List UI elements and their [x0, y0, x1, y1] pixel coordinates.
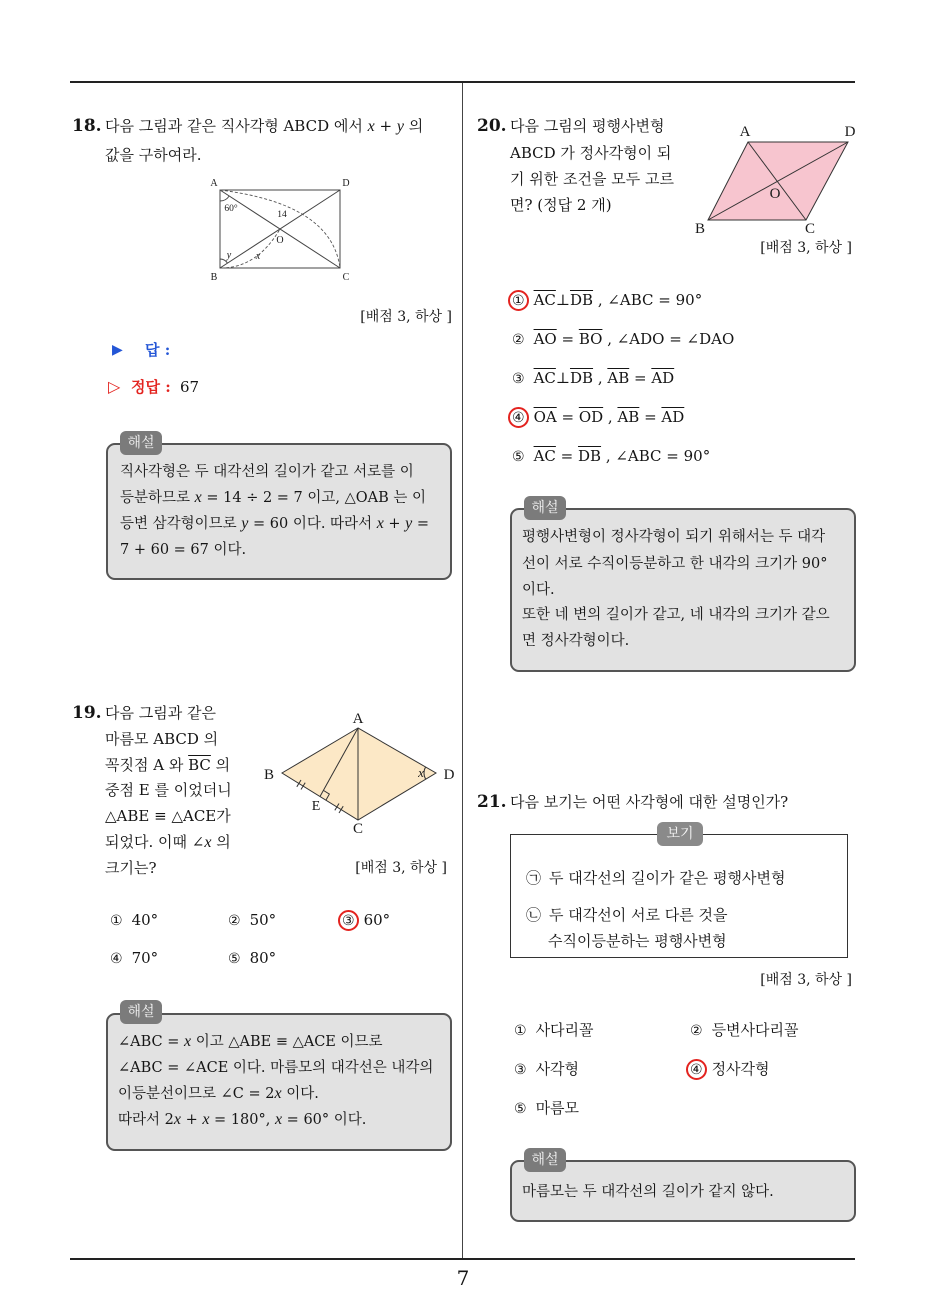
answer-choice: [110, 909, 158, 932]
choice-number: ③: [342, 910, 355, 932]
answer-choice: [110, 947, 158, 970]
choice-number: ⑤: [228, 951, 241, 967]
vertex-label-c: C: [342, 272, 350, 283]
explanation-line: 이다.: [522, 582, 555, 598]
explanation-line: [120, 487, 426, 509]
text-run: ⊥: [555, 291, 570, 309]
length-label: 14: [277, 210, 287, 220]
choice-number: ②: [690, 1023, 703, 1039]
text-run: ⊥: [555, 369, 570, 387]
choice-number: ④: [110, 951, 123, 967]
answer-choice: [512, 445, 710, 468]
text-run: △ABE ≡ △ACE가: [105, 807, 231, 825]
text-run: 등분하므로: [120, 490, 195, 506]
explanation-line: [118, 1057, 433, 1079]
answer-choice: [514, 1097, 579, 1120]
center-label-o: O: [769, 186, 781, 202]
vertex-label-b: B: [694, 221, 706, 237]
choice-text: 마름모: [535, 1099, 580, 1117]
answer-choice: [342, 909, 390, 932]
math-variable: x: [202, 1111, 210, 1128]
choice-text: [534, 369, 675, 387]
text-run: = 180°,: [209, 1112, 275, 1128]
page-number: 7: [456, 1266, 470, 1290]
problem-number: 20.: [477, 116, 507, 136]
text-run: +: [180, 1112, 203, 1128]
bogi-marker: ㉠: [526, 869, 542, 887]
math-variable: x: [173, 1111, 181, 1128]
bottom-rule: [70, 1258, 855, 1260]
explanation-line: [120, 513, 429, 535]
segment-name: $\overline{AC}$: [533, 291, 556, 309]
variable-label-x: x: [255, 251, 261, 262]
bogi-tab: 보기: [657, 822, 703, 846]
choice-text: [534, 447, 711, 465]
text-run: ,: [603, 408, 618, 426]
text-run: =: [555, 447, 578, 465]
segment-name: $\overline{AD}$: [651, 369, 675, 387]
text-run: ABCD 가 정사각형이 되: [510, 144, 672, 162]
segment-name: $\overline{DB}$: [577, 447, 602, 465]
choice-number: ①: [514, 1023, 527, 1039]
math-variable: y: [405, 515, 413, 532]
choice-text: [534, 330, 735, 348]
math-variable: x: [194, 489, 202, 506]
explanation-line: [120, 539, 246, 561]
choice-number: ⑤: [514, 1101, 527, 1117]
text-run: 7 + 60 = 67 이다.: [120, 542, 247, 558]
text-run: 의: [211, 833, 231, 851]
explanation-line: [118, 1109, 366, 1131]
text-run: , ∠ABC = 90°: [601, 447, 711, 465]
question-line: [105, 805, 231, 827]
answer-choice: [690, 1019, 799, 1042]
bogi-text: 두 대각선의 길이가 같은 평행사변형: [549, 869, 786, 887]
column-divider: [462, 83, 463, 1258]
correct-value: 67: [180, 378, 200, 396]
bogi-marker: ㉡: [526, 906, 542, 924]
vertex-label-b: B: [210, 272, 218, 283]
bogi-text: 두 대각선이 서로 다른 것을: [549, 906, 728, 924]
answer-label: 답 :: [145, 341, 171, 359]
choice-number: ⑤: [512, 449, 525, 465]
question-line: [105, 857, 157, 879]
correct-marker: ▷: [108, 377, 121, 396]
question-line: [510, 194, 612, 216]
text-run: = 60° 이다.: [282, 1112, 367, 1128]
angle-label-x: x: [418, 765, 424, 780]
question-line: [510, 168, 674, 190]
problem-number: 19.: [72, 703, 102, 723]
choice-number: ②: [512, 332, 525, 348]
choice-text: 80°: [249, 949, 277, 967]
angle-arc-a: [220, 196, 229, 201]
text-run: 값을 구하여라.: [105, 146, 202, 164]
question-line: [105, 728, 218, 750]
text-run: =: [412, 516, 430, 532]
choice-number: ④: [690, 1059, 703, 1081]
text-run: 이다.: [281, 1086, 319, 1102]
text-run: =: [639, 408, 662, 426]
vertex-label-b: B: [263, 767, 275, 783]
explanation-tab: 해설: [120, 1000, 162, 1024]
answer-choice: [228, 947, 276, 970]
answer-choice: [514, 1019, 594, 1042]
answer-circle-mark: [508, 407, 529, 428]
center-label-o: O: [276, 235, 284, 246]
explanation-line: 선이 서로 수직이등분하고 한 내각의 크기가 90°: [522, 556, 828, 572]
text-run: =: [556, 408, 579, 426]
score-label: [배점 3, 하상 ]: [360, 309, 452, 325]
explanation-line: 평행사변형이 정사각형이 되기 위해서는 두 대각: [522, 529, 826, 545]
segment-name: $\overline{DB}$: [569, 291, 594, 309]
rhombus-abcd: [282, 728, 436, 820]
answer-marker: ▶: [112, 342, 123, 358]
score-label: [배점 3, 하상 ]: [760, 972, 852, 988]
text-run: +: [374, 117, 397, 135]
variable-label-y: y: [226, 250, 232, 261]
explanation-line: [120, 461, 414, 483]
text-run: 등변 삼각형이므로: [120, 516, 242, 532]
explanation-line: 또한 네 변의 길이가 같고, 네 내각의 크기가 같으: [522, 607, 830, 623]
choice-text: 사다리꼴: [535, 1021, 594, 1039]
text-run: 면? (정답 2 개): [510, 196, 612, 214]
vertex-label-a: A: [352, 711, 364, 727]
answer-choice: [514, 1058, 579, 1081]
answer-choice: [512, 328, 734, 351]
text-run: ∠ABC =: [118, 1034, 185, 1050]
segment-name: $\overline{BO}$: [578, 330, 603, 348]
text-run: 이고 △ABE ≡ △ACE 이므로: [191, 1034, 383, 1050]
text-run: 다음 그림의 평행사변형: [510, 117, 665, 135]
segment-name: $\overline{AC}$: [533, 369, 556, 387]
segment-name: $\overline{DB}$: [569, 369, 594, 387]
choice-number: ③: [514, 1062, 527, 1078]
question-line: [105, 702, 216, 724]
text-run: 꼭짓점 A 와: [105, 756, 189, 774]
correct-label: 정답 :: [131, 378, 171, 396]
midpoint-label-e: E: [311, 799, 321, 814]
text-run: ∠ABC = ∠ACE 이다. 마름모의 대각선은 내각의: [118, 1060, 434, 1076]
text-run: = 14 ÷ 2 = 7 이고, △OAB 는 이: [201, 490, 427, 506]
math-variable: x: [376, 515, 384, 532]
text-run: =: [556, 330, 579, 348]
text-run: 마름모 ABCD 의: [105, 730, 219, 748]
segment-name: $\overline{AD}$: [661, 408, 685, 426]
explanation-tab: 해설: [524, 1148, 566, 1172]
math-variable: x: [184, 1033, 192, 1050]
segment-name: $\overline{AB}$: [617, 408, 640, 426]
rectangle-figure: [205, 175, 355, 283]
segment-name: $\overline{AO}$: [533, 330, 557, 348]
answer-choice: [690, 1058, 770, 1081]
text-run: 의: [403, 117, 424, 135]
vertex-label-d: D: [844, 124, 856, 140]
vertex-label-a: A: [210, 178, 218, 189]
segment-name: $\overline{OD}$: [578, 408, 604, 426]
choice-number: ①: [110, 913, 123, 929]
explanation-line: [118, 1083, 319, 1105]
question-line: [510, 142, 671, 164]
rhombus-figure: [258, 705, 463, 840]
choice-text: 사각형: [535, 1060, 580, 1078]
math-variable: x: [367, 118, 375, 135]
explanation-line: 면 정사각형이다.: [522, 633, 630, 649]
question-line: [105, 115, 423, 137]
vertex-label-c: C: [804, 221, 816, 237]
math-variable: y: [396, 118, 404, 135]
text-run: 따라서 2: [118, 1112, 174, 1128]
choice-text: 50°: [249, 911, 277, 929]
vertex-label-d: D: [342, 178, 350, 189]
text-run: 다음 그림과 같은 직사각형 ABCD 에서: [105, 117, 368, 135]
choice-text: 등변사다리꼴: [711, 1021, 799, 1039]
segment-name: $\overline{AC}$: [533, 447, 556, 465]
angle-label: 60°: [224, 204, 238, 214]
segment-name: $\overline{BC}$: [188, 756, 211, 774]
answer-circle-mark: [686, 1059, 707, 1080]
vertex-label-d: D: [443, 767, 455, 783]
question-line: [105, 779, 232, 801]
bogi-item: [526, 904, 727, 926]
text-run: 크기는?: [105, 859, 157, 877]
vertex-label-a: A: [739, 124, 751, 140]
segment-name: $\overline{AB}$: [607, 369, 630, 387]
math-variable: y: [241, 515, 249, 532]
math-variable: x: [274, 1111, 283, 1128]
answer-circle-mark: [338, 910, 359, 931]
answer-choice: [512, 367, 674, 390]
question-line: [105, 754, 230, 776]
math-variable: x: [274, 1085, 282, 1102]
question-line: [510, 115, 664, 137]
problem-number: 21.: [477, 792, 507, 812]
bogi-text: 수직이등분하는 평행사변형: [548, 932, 727, 950]
choice-text: 정사각형: [711, 1060, 770, 1078]
text-run: = 60 이다. 따라서: [248, 516, 377, 532]
text-run: ,: [593, 369, 608, 387]
score-label: [배점 3, 하상 ]: [760, 240, 852, 256]
bogi-item: [526, 867, 785, 889]
text-run: , ∠ABC = 90°: [593, 291, 703, 309]
answer-choice: [228, 909, 276, 932]
text-run: 중점 E 를 이었더니: [105, 781, 232, 799]
choice-number: ④: [512, 407, 525, 429]
explanation-tab: 해설: [524, 496, 566, 520]
text-run: =: [629, 369, 652, 387]
choice-number: ①: [512, 290, 525, 312]
choice-text: [534, 291, 703, 309]
text-run: 이등분선이므로 ∠C = 2: [118, 1086, 275, 1102]
text-run: 직사각형은 두 대각선의 길이가 같고 서로를 이: [120, 464, 414, 480]
choice-text: 40°: [131, 911, 159, 929]
math-variable: x: [204, 834, 212, 851]
question-line: 다음 보기는 어떤 사각형에 대한 설명인가?: [510, 793, 789, 811]
vertex-label-c: C: [352, 821, 364, 837]
text-run: , ∠ADO = ∠DAO: [602, 330, 735, 348]
answer-choice: [512, 289, 702, 312]
explanation-line: [118, 1031, 383, 1053]
segment-name: $\overline{OA}$: [533, 408, 557, 426]
text-run: 되었다. 이때 ∠: [105, 833, 205, 851]
choice-number: ②: [228, 913, 241, 929]
score-label: [배점 3, 하상 ]: [355, 860, 447, 876]
choice-text: [534, 408, 685, 426]
choice-text: 70°: [131, 949, 159, 967]
explanation-line: 마름모는 두 대각선의 길이가 같지 않다.: [522, 1184, 774, 1200]
problem-number: 18.: [72, 116, 102, 136]
text-run: +: [383, 516, 406, 532]
choice-text: 60°: [363, 911, 391, 929]
answer-choice: [512, 406, 684, 429]
choice-number: ③: [512, 371, 525, 387]
explanation-tab: 해설: [120, 431, 162, 455]
answer-circle-mark: [508, 290, 529, 311]
text-run: 의: [210, 756, 231, 774]
question-line: [105, 144, 201, 166]
text-run: 기 위한 조건을 모두 고르: [510, 170, 674, 188]
question-line: [105, 831, 231, 853]
parallelogram-figure: [690, 118, 862, 240]
text-run: 다음 그림과 같은: [105, 704, 216, 722]
